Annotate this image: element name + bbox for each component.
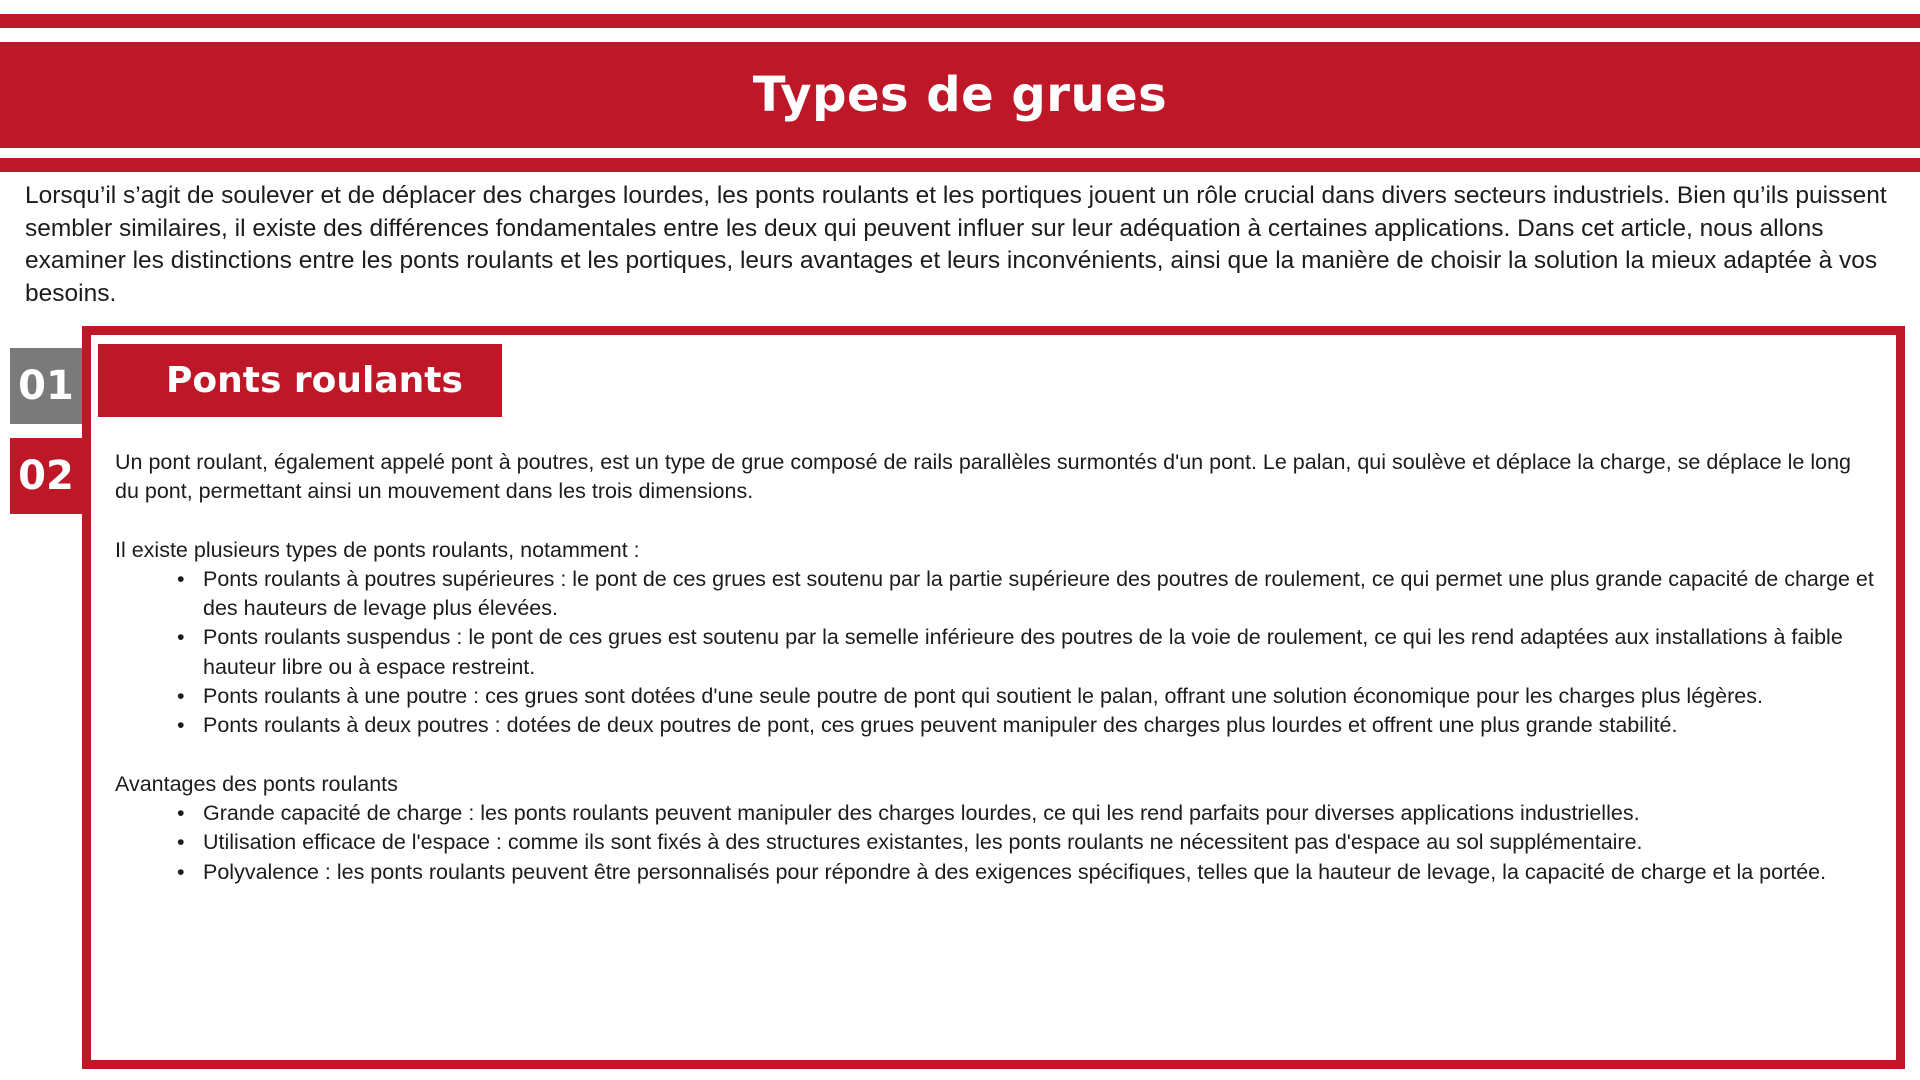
advantages-list	[115, 799, 1880, 887]
bullet: •	[177, 713, 185, 738]
list-item-text: Ponts roulants à poutres supérieures : le pont de ces grues est soutenu par la partie supérieure des poutres de roulement, ce qui permet une plus grande capacité de charge et des hauteurs de levage plus élevées.	[203, 566, 1874, 621]
types-intro: Il existe plusieurs types de ponts roulants, notamment :	[115, 537, 640, 562]
tab-02[interactable]	[10, 438, 82, 514]
list-item-text: Utilisation efficace de l'espace : comme ils sont fixés à des structures existantes, les ponts roulants ne nécessitent pas d'espace au sol supplémentaire.	[203, 830, 1643, 855]
definition-paragraph: Un pont roulant, également appelé pont à poutres, est un type de grue composé de rails parallèles surmontés d'un pont. Le palan, qui soulève et déplace la charge, se déplace le long du pont, permettant ainsi un mouvement dans les trois dimensions.	[115, 450, 1851, 504]
list-item	[115, 799, 1880, 828]
intro-paragraph: Lorsqu’il s’agit de soulever et de déplacer des charges lourdes, les ponts roulants et les portiques jouent un rôle crucial dans divers secteurs industriels. Bien qu’ils puissent sembler similaires, il existe des différences fondamentales entre les deux qui peuvent influer sur leur adéquation à certaines applications. Dans cet article, nous allons examiner les distinctions entre les ponts roulants et les portiques, leurs avantages et leurs inconvénients, ainsi que la manière de choisir la solution la mieux adaptée à vos besoins.	[25, 182, 1887, 307]
page-title: Types de grues	[752, 67, 1168, 123]
content-panel	[82, 326, 1905, 1069]
bottom-stripe	[0, 158, 1920, 172]
advantages-title: Avantages des ponts roulants	[115, 771, 398, 796]
list-item-text: Ponts roulants à deux poutres : dotées de deux poutres de pont, ces grues peuvent manipuler des charges plus lourdes et offrent une plus grande stabilité.	[203, 713, 1678, 738]
top-stripe	[0, 14, 1920, 28]
list-item	[115, 858, 1880, 887]
bullet: •	[177, 859, 185, 884]
list-item-text: Grande capacité de charge : les ponts roulants peuvent manipuler des charges lourdes, ce qui les rend parfaits pour diverses applications industrielles.	[203, 800, 1640, 825]
bullet: •	[177, 830, 185, 855]
list-item-text: Ponts roulants à une poutre : ces grues sont dotées d'une seule poutre de pont qui soutient le palan, offrant une solution économique pour les charges plus légères.	[203, 684, 1763, 709]
section-heading	[98, 344, 502, 417]
section-body	[115, 448, 1880, 887]
tab-01[interactable]	[10, 348, 82, 424]
section-title: Ponts roulants	[166, 360, 463, 401]
bullet: •	[177, 625, 185, 650]
tab-02-label: 02	[18, 453, 74, 499]
spacer	[115, 507, 1880, 536]
bullet: •	[177, 684, 185, 709]
bullet: •	[177, 800, 185, 825]
tab-01-label: 01	[18, 363, 74, 409]
list-item-text: Ponts roulants suspendus : le pont de ces grues est soutenu par la semelle inférieure des poutres de la voie de roulement, ce qui les rend adaptées aux installations à faible hauteur libre ou à espace restreint.	[203, 625, 1843, 679]
list-item-text: Polyvalence : les ponts roulants peuvent être personnalisés pour répondre à des exigences spécifiques, telles que la hauteur de levage, la capacité de charge et la portée.	[203, 859, 1827, 884]
list-item	[115, 711, 1880, 740]
bullet: •	[177, 566, 185, 591]
list-item	[115, 565, 1880, 624]
types-list	[115, 565, 1880, 741]
list-item	[115, 828, 1880, 857]
header-band	[0, 42, 1920, 148]
list-item	[115, 682, 1880, 711]
list-item	[115, 623, 1880, 682]
spacer	[115, 741, 1880, 770]
